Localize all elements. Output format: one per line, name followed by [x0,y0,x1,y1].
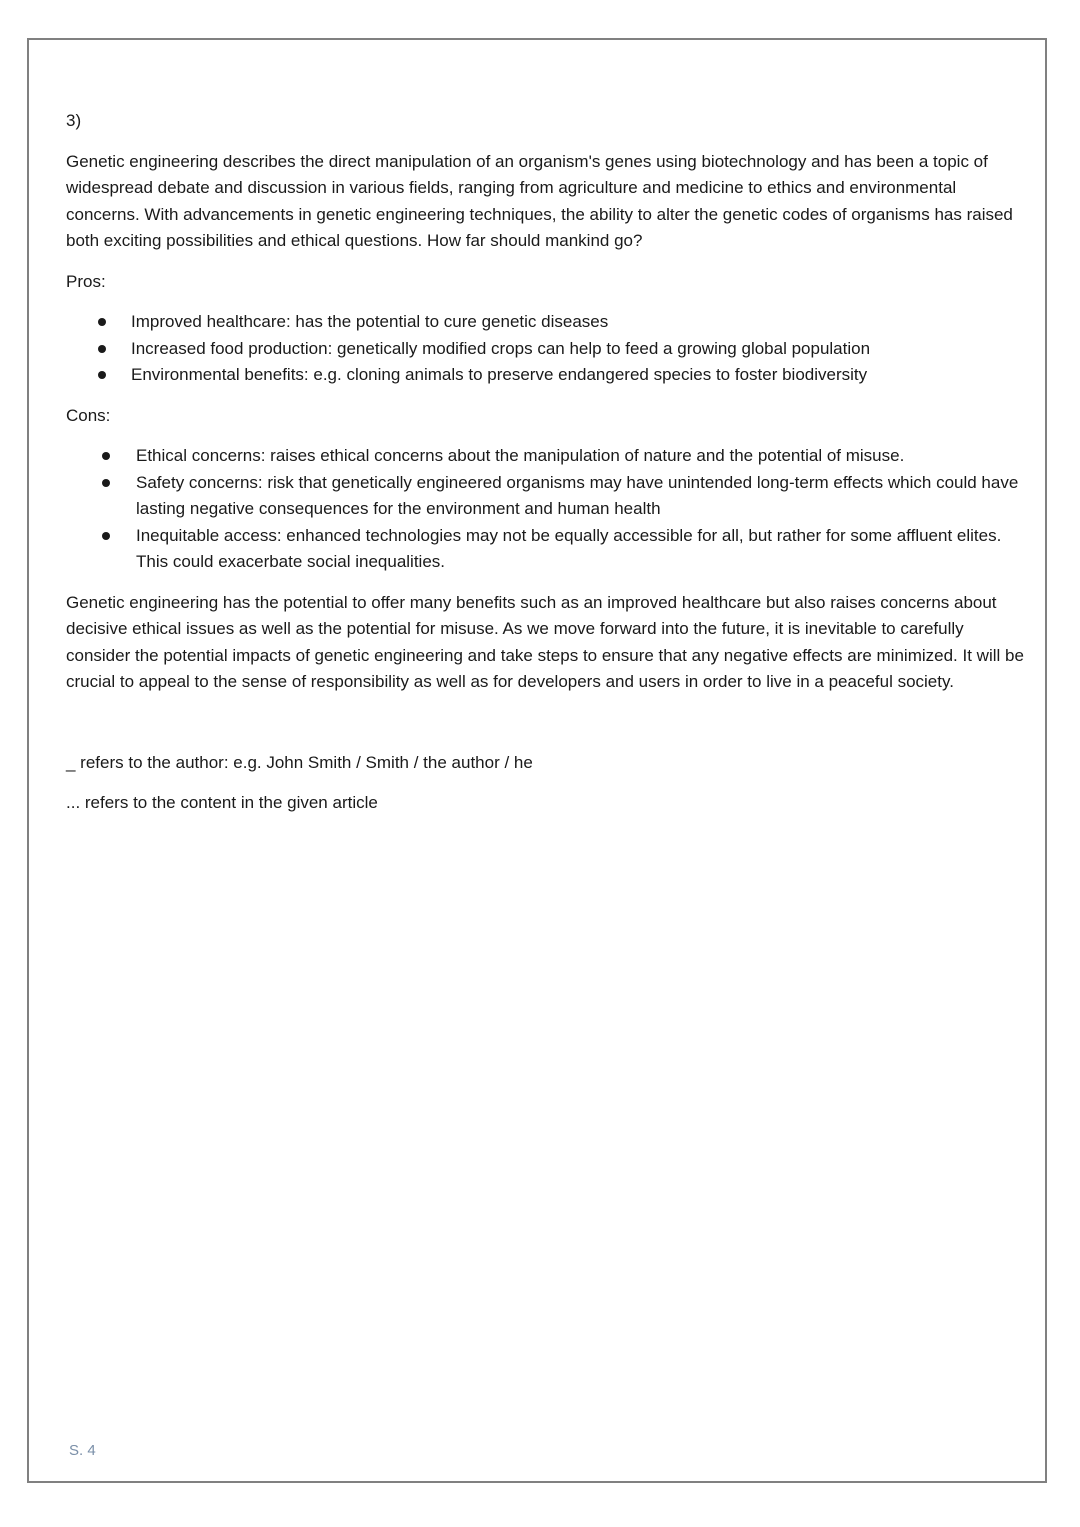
bullet-icon [102,532,110,540]
page-number: S. 4 [69,1442,96,1459]
bullet-icon [98,318,106,326]
content-note: ... refers to the content in the given article [66,793,378,812]
pros-item-text: Improved healthcare: has the potential to cure genetic diseases [131,312,609,331]
bullet-icon [102,479,110,487]
cons-list [66,443,1026,576]
pros-list [66,309,1026,389]
author-note: _ refers to the author: e.g. John Smith / Smith / the author / he [66,752,533,772]
spacer [66,710,1026,750]
list-item [66,470,1026,523]
bullet-icon [98,345,106,353]
cons-item-text: Safety concerns: risk that genetically engineered organisms may have unintended long-term effects which could have lasting negative consequences for the environment and human health [136,472,1019,518]
conclusion-paragraph: Genetic engineering has the potential to offer many benefits such as an improved healthcare but also raises concerns about decisive ethical issues as well as the potential for misuse. As we move forward into the future, it is inevitable to carefully consider the potential impacts of genetic engineering and take steps to ensure that any negative effects are minimized. It will be crucial to appeal to the sense of responsibility as well as for developers and users in order to live in a peaceful society. [66,592,1024,691]
bullet-icon [102,452,110,460]
list-item [66,362,1026,389]
cons-item-text: Ethical concerns: raises ethical concerns about the manipulation of nature and the potential of misuse. [136,446,905,465]
section-number: 3) [66,111,82,130]
bullet-icon [98,371,106,379]
list-item [66,309,1026,336]
list-item [66,523,1026,576]
document-body [66,108,1026,831]
cons-heading: Cons: [66,405,111,425]
pros-heading: Pros: [66,271,106,291]
list-item [66,336,1026,363]
pros-item-text: Increased food production: genetically modified crops can help to feed a growing global population [131,338,871,358]
cons-item-text: Inequitable access: enhanced technologies may not be equally accessible for all, but rather for some affluent elites. This could exacerbate social inequalities. [136,525,1002,571]
intro-paragraph: Genetic engineering describes the direct manipulation of an organism's genes using biotechnology and has been a topic of widespread debate and discussion in various fields, ranging from agriculture and medicine to ethics and environmental concerns. With advancements in genetic engineering techniques, the ability to alter the genetic codes of organisms has raised both exciting possibilities and ethical questions. How far should mankind go? [66,151,1013,250]
list-item [66,443,1026,470]
pros-item-text: Environmental benefits: e.g. cloning animals to preserve endangered species to foster biodiversity [131,365,868,384]
